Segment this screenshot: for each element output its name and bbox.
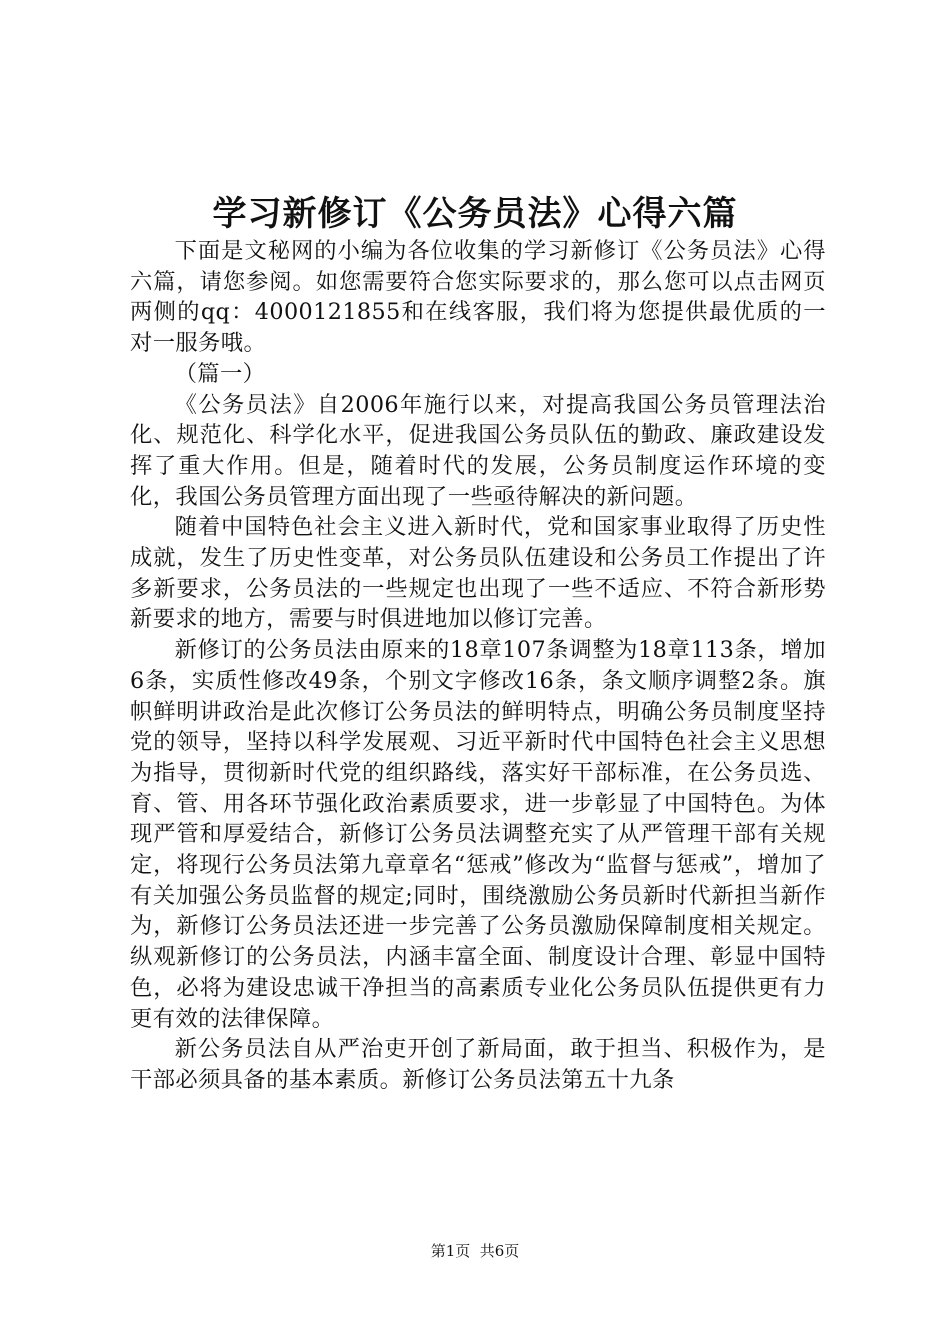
document-title: 学习新修订《公务员法》心得六篇 bbox=[212, 194, 738, 234]
body-paragraph: 《公务员法》自2006年施行以来，对提高我国公务员管理法治化、规范化、科学化水平，促进我国公务员队伍的勤政、廉政建设发挥了重大作用。但是，随着时代的发展，公务员制度运作环境的变化，我国公务员管理方面出现了一些亟待解决的新问题。 bbox=[130, 391, 826, 510]
page-number-footer: 第1页 共6页 bbox=[430, 1242, 520, 1260]
body-paragraph: 随着中国特色社会主义进入新时代，党和国家事业取得了历史性成就，发生了历史性变革，对公务员队伍建设和公务员工作提出了许多新要求，公务员法的一些规定也出现了一些不适应、不符合新形势新要求的地方，需要与时俱进地加以修订完善。 bbox=[130, 514, 826, 633]
body-paragraph: 新修订的公务员法由原来的18章107条调整为18章113条，增加6条，实质性修改49条，个别文字修改16条，条文顺序调整2条。旗帜鲜明讲政治是此次修订公务员法的鲜明特点，明确公务员制度坚持党的领导，坚持以科学发展观、习近平新时代中国特色社会主义思想为指导，贯彻新时代党的组织路线，落实好干部标准，在公务员选、育、管、用各环节强化政治素质要求，进一步彰显了中国特色。为体现严管和厚爱结合，新修订公务员法调整充实了从严管理干部有关规定，将现行公务员法第九章章名“惩戒”修改为“监督与惩戒”，增加了有关加强公务员监督的规定;同时，围绕激励公务员新时代新担当新作为，新修订公务员法还进一步完善了公务员激励保障制度相关规定。纵观新修订的公务员法，内涵丰富全面、制度设计合理、彰显中国特色，必将为建设忠诚干净担当的高素质专业化公务员队伍提供更有力更有效的法律保障。 bbox=[130, 637, 826, 1032]
document-body bbox=[130, 236, 826, 1096]
section-heading: （篇一） bbox=[174, 360, 266, 387]
body-paragraph: 新公务员法自从严治吏开创了新局面，敢于担当、积极作为，是干部必须具备的基本素质。新修订公务员法第五十九条 bbox=[130, 1036, 826, 1093]
intro-paragraph: 下面是文秘网的小编为各位收集的学习新修订《公务员法》心得六篇，请您参阅。如您需要符合您实际要求的，那么您可以点击网页两侧的qq：4000121855和在线客服，我们将为您提供最优质的一对一服务哦。 bbox=[130, 238, 826, 357]
